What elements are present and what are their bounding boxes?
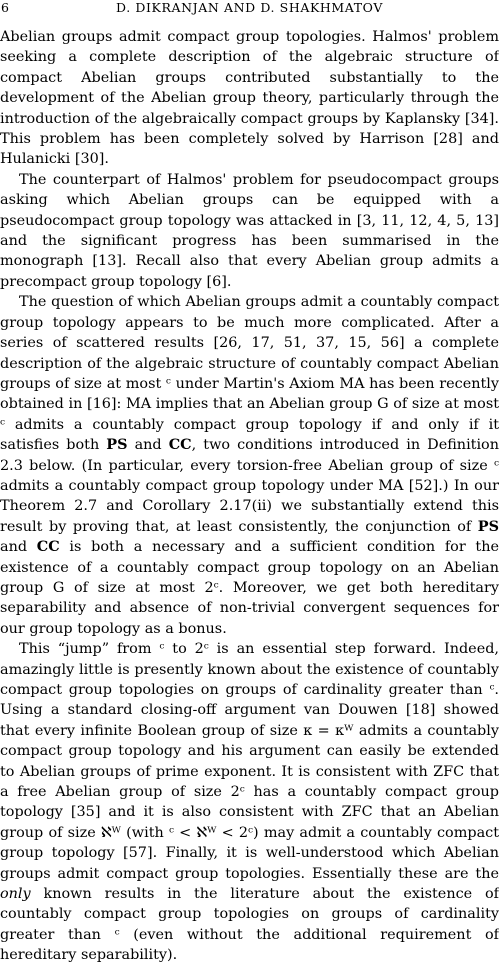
paragraph-3-part-c: , two conditions introduced in Definition 2.3 below. (In particular, every torsion-free Abelian group of size ᶜ admits a countably compact group topology under MA [52].) In our Theorem 2.7 and Corollary 2.17(ii) we substantially extend this result by proving that, at least consistently, the conjunction of	[0, 437, 499, 535]
running-head: D. DIKRANJAN AND D. SHAKHMATOV	[116, 0, 383, 15]
paragraph-3-part-b: and	[127, 437, 169, 454]
paragraph-4	[0, 639, 499, 966]
paragraph-3-part-a: The question of which Abelian groups admit a countably compact group topology appears to be much more complicated. After a series of scattered results [26, 17, 51, 37, 15, 56] a complete description of the algebraic structure of countably compact Abelian groups of size at most ᶜ under Martin's Axiom MA has been recently obtained in [16]: MA implies that an Abelian group G of size at most ᶜ admits a countably compact group topology if and only if it satisfies both	[0, 294, 499, 454]
paragraph-2: The counterpart of Halmos' problem for pseudocompact groups asking which Abelian groups can be equipped with a pseudocompact group topology was attacked in [3, 11, 12, 4, 5, 13] and the significant progress has been summarised in the monograph [13]. Recall also that every Abelian group admits a precompact group topology [6].	[0, 171, 499, 290]
cc-condition: CC	[36, 538, 60, 556]
ps-condition: PS	[106, 436, 128, 454]
paragraph-4-part-b: known results in the literature about the existence of countably compact group topologies on groups of cardinality greater than ᶜ (even without the additional requirement of hereditary separability).	[0, 886, 499, 964]
paragraph-3	[0, 292, 499, 639]
paragraph-4-part-a: This “jump” from ᶜ to 2ᶜ is an essential step forward. Indeed, amazingly little is presently known about the existence of countably compact group topologies on groups of cardinality greater than ᶜ. Using a standard closing-off argument van Douwen [18] showed that every infinite Boolean group of size κ = κᵂ admits a countably compact group topology and his argument can easily be extended to Abelian groups of prime exponent. It is consistent with ZFC that a free Abelian group of size 2ᶜ has a countably compact group topology [35] and it is also consistent with ZFC that an Abelian group of size ℵᵂ (with ᶜ < ℵᵂ < 2ᶜ) may admit a countably compact group topology [57]. Finally, it is well-understood which Abelian groups admit compact group topologies. Essentially these are the	[0, 641, 499, 882]
ps-condition: PS	[477, 517, 499, 535]
body-text	[0, 27, 499, 966]
paragraph-1: Abelian groups admit compact group topologies. Halmos' problem seeking a complete description of the algebraic structure of compact Abelian groups contributed substantially to the development of the Abelian group theory, particularly through the introduction of the algebraically compact groups by Kaplansky [34]. This problem has been completely solved by Harrison [28] and Hulanicki [30].	[0, 29, 499, 168]
page-header	[0, 0, 499, 16]
paragraph-3-part-d: and	[0, 539, 37, 556]
emphasis-only: only	[0, 886, 31, 903]
cc-condition: CC	[168, 436, 192, 454]
page-number: 6	[1, 0, 9, 15]
paragraph-3-part-e: is both a necessary and a sufficient condition for the existence of a countably compact group topology on an Abelian group G of size at most 2ᶜ. Moreover, we get both hereditary separability and absence of non-trivial convergent sequences for our group topology as a bonus.	[0, 539, 499, 637]
